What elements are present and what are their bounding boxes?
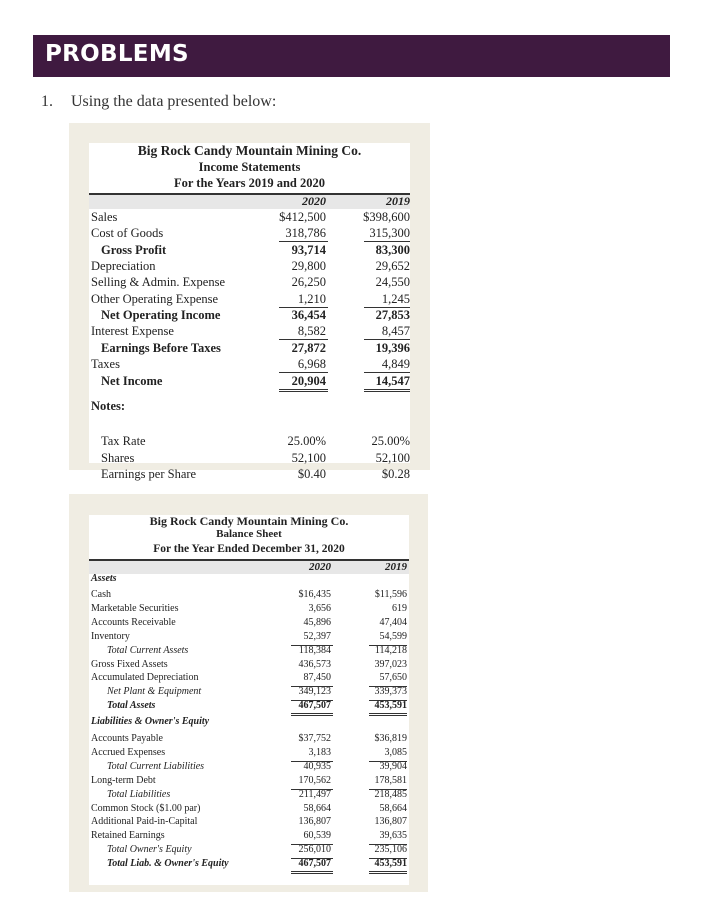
balance-row-2019: 619 (392, 602, 407, 614)
income-row-label: Sales (91, 210, 118, 224)
balance-row-label: Net Plant & Equipment (107, 686, 202, 698)
income-row-label: Net Income (101, 373, 163, 388)
note-2019: 25.00% (371, 434, 410, 448)
balance-row-2020: 467,507 (298, 700, 331, 712)
balance-row-label: Total Current Assets (107, 644, 189, 656)
note-2020: $0.40 (297, 467, 326, 481)
balance-col-2020: 2020 (309, 561, 331, 573)
income-row-2019: 83,300 (375, 242, 410, 257)
balance-row-2020: 60,539 (303, 830, 331, 842)
income-row-label: Taxes (91, 357, 120, 372)
balance-total-rule (369, 713, 407, 714)
income-row-2019: 19,396 (375, 340, 410, 355)
balance-row-label: Cash (91, 589, 111, 600)
banner-title: PROBLEMS (45, 41, 189, 67)
income-row-2020: 27,872 (291, 340, 326, 355)
balance-row-label: Retained Earnings (91, 830, 165, 842)
note-2020: 52,100 (291, 450, 326, 465)
income-row-2019: 14,547 (375, 373, 410, 388)
notes-label: Notes: (91, 399, 126, 413)
income-total-rule (279, 389, 328, 390)
income-row-2020: 36,454 (291, 308, 326, 323)
balance-row-label: Accounts Receivable (91, 616, 176, 628)
note-label: Shares (101, 450, 135, 465)
balance-total-rule (291, 871, 333, 872)
balance-sheet-table (89, 515, 409, 885)
balance-row-label: Accounts Payable (91, 733, 163, 744)
income-row-2019: 29,652 (375, 259, 410, 274)
balance-row-2019: 136,807 (374, 816, 407, 828)
balance-row-2020: 349,123 (298, 686, 331, 698)
balance-row-2020: 256,010 (298, 844, 331, 856)
income-col-2019: 2019 (386, 194, 410, 208)
balance-row-label: Total Liab. & Owner's Equity (107, 858, 229, 870)
note-2019: $0.28 (381, 467, 410, 481)
balance-row-2020: 40,935 (303, 760, 331, 772)
income-row-2020: 318,786 (285, 226, 326, 241)
balance-sheet-panel (69, 494, 428, 892)
balance-subtotal-rule (291, 645, 333, 646)
balance-row-label: Inventory (91, 630, 130, 642)
balance-row-2019: 114,218 (374, 644, 407, 656)
balance-total-rule (291, 715, 333, 716)
income-row-label: Cost of Goods (91, 226, 164, 241)
balance-total-rule (369, 873, 407, 874)
income-row-label: Other Operating Expense (91, 291, 219, 306)
balance-row-2020: 211,497 (298, 788, 331, 800)
balance-company: Big Rock Candy Mountain Mining Co. (149, 514, 349, 528)
balance-subtotal-rule (369, 645, 407, 646)
income-row-2020: 8,582 (297, 324, 326, 339)
income-row-label: Earnings Before Taxes (101, 340, 221, 355)
note-label: Tax Rate (101, 434, 146, 448)
income-row-2019: $398,600 (363, 210, 410, 224)
income-row-2020: 20,904 (291, 373, 326, 388)
balance-total-rule (291, 873, 333, 874)
balance-row-label: Total Owner's Equity (107, 844, 192, 856)
balance-subtotal-rule (369, 789, 407, 790)
income-row-label: Selling & Admin. Expense (91, 275, 226, 290)
income-row-2019: 24,550 (375, 275, 410, 290)
balance-row-label: Common Stock ($1.00 par) (91, 802, 201, 814)
liabilities-label: Liabilities & Owner's Equity (91, 716, 210, 727)
note-2020: 25.00% (287, 434, 326, 448)
income-row-2020: 6,968 (297, 357, 326, 372)
balance-title: Balance Sheet (216, 528, 282, 540)
balance-row-2019: $36,819 (374, 733, 407, 744)
income-period: For the Years 2019 and 2020 (173, 176, 326, 190)
balance-row-2020: 58,664 (303, 802, 331, 814)
balance-row-label: Accrued Expenses (91, 746, 166, 758)
balance-row-2020: 45,896 (303, 616, 331, 628)
income-row-2020: 93,714 (291, 242, 326, 257)
balance-row-label: Gross Fixed Assets (91, 658, 168, 670)
income-row-2019: 1,245 (381, 291, 410, 306)
balance-subtotal-rule (291, 761, 333, 762)
assets-label: Assets (91, 573, 117, 584)
balance-row-2020: 3,656 (308, 602, 331, 614)
income-total-rule (364, 389, 410, 390)
income-row-2019: 8,457 (381, 324, 410, 339)
balance-subtotal-rule (291, 700, 333, 701)
balance-row-2019: 397,023 (374, 658, 407, 670)
balance-row-2020: 436,573 (298, 658, 331, 670)
balance-row-label: Total Assets (107, 700, 156, 712)
balance-row-2020: $16,435 (298, 589, 331, 600)
balance-subtotal-rule (369, 700, 407, 701)
income-total-rule (364, 391, 410, 392)
balance-row-2019: 235,106 (374, 844, 407, 856)
balance-row-2019: $11,596 (374, 589, 407, 600)
balance-subtotal-rule (291, 789, 333, 790)
problem-number: 1. (41, 93, 53, 110)
income-statement-table (89, 143, 410, 481)
income-row-2019: 27,853 (375, 308, 410, 323)
balance-row-2020: 170,562 (298, 774, 331, 786)
balance-subtotal-rule (291, 858, 333, 859)
balance-row-2020: 118,384 (298, 644, 331, 656)
balance-subtotal-rule (369, 858, 407, 859)
balance-row-label: Total Current Liabilities (107, 760, 205, 772)
income-row-2019: 4,849 (381, 357, 410, 372)
balance-row-2020: 3,183 (308, 746, 331, 758)
balance-row-2019: 57,650 (379, 672, 407, 684)
balance-row-2019: 47,404 (379, 616, 407, 628)
balance-subtotal-rule (369, 844, 407, 845)
income-title: Income Statements (198, 160, 301, 174)
balance-total-rule (369, 715, 407, 716)
balance-row-2019: 453,591 (374, 700, 407, 712)
income-row-label: Interest Expense (91, 324, 174, 339)
income-row-2020: 29,800 (291, 259, 326, 274)
income-row-2020: 1,210 (297, 291, 326, 306)
balance-row-label: Accumulated Depreciation (91, 672, 199, 684)
income-row-label: Depreciation (91, 259, 156, 274)
income-row-label: Gross Profit (101, 242, 167, 257)
balance-row-label: Marketable Securities (91, 602, 179, 614)
balance-row-2019: 339,373 (374, 686, 407, 698)
balance-total-rule (291, 713, 333, 714)
balance-subtotal-rule (369, 761, 407, 762)
income-row-label: Net Operating Income (101, 308, 221, 323)
balance-total-rule (369, 871, 407, 872)
note-label: Earnings per Share (101, 467, 197, 481)
balance-col-2019: 2019 (385, 561, 407, 573)
balance-row-2020: 52,397 (303, 630, 331, 642)
balance-row-label: Long-term Debt (91, 774, 156, 786)
note-2019: 52,100 (375, 450, 410, 465)
balance-row-2020: 87,450 (303, 672, 331, 684)
balance-row-2020: 467,507 (298, 858, 331, 870)
balance-row-2020: $37,752 (298, 733, 331, 744)
income-company: Big Rock Candy Mountain Mining Co. (137, 143, 362, 158)
problem-text: Using the data presented below: (71, 93, 277, 110)
balance-subtotal-rule (369, 686, 407, 687)
balance-row-2020: 136,807 (298, 816, 331, 828)
balance-subtotal-rule (291, 844, 333, 845)
balance-row-2019: 218,485 (374, 788, 407, 800)
balance-row-2019: 453,591 (374, 858, 407, 870)
problems-banner (33, 35, 670, 77)
income-col-2020: 2020 (302, 194, 326, 208)
income-row-2020: 26,250 (291, 275, 326, 290)
income-row-2020: $412,500 (279, 210, 326, 224)
balance-row-2019: 178,581 (374, 774, 407, 786)
balance-subtotal-rule (291, 686, 333, 687)
balance-row-2019: 39,904 (379, 760, 407, 772)
balance-row-label: Additional Paid-in-Capital (91, 816, 198, 828)
balance-row-2019: 54,599 (379, 630, 407, 642)
balance-period: For the Year Ended December 31, 2020 (153, 543, 345, 555)
income-statement-panel (69, 123, 430, 481)
income-row-2019: 315,300 (369, 226, 410, 241)
balance-row-label: Total Liabilities (107, 788, 171, 800)
balance-row-2019: 39,635 (379, 830, 407, 842)
problem-statement (41, 93, 276, 111)
income-total-rule (279, 391, 328, 392)
balance-row-2019: 58,664 (379, 802, 407, 814)
balance-row-2019: 3,085 (384, 746, 407, 758)
